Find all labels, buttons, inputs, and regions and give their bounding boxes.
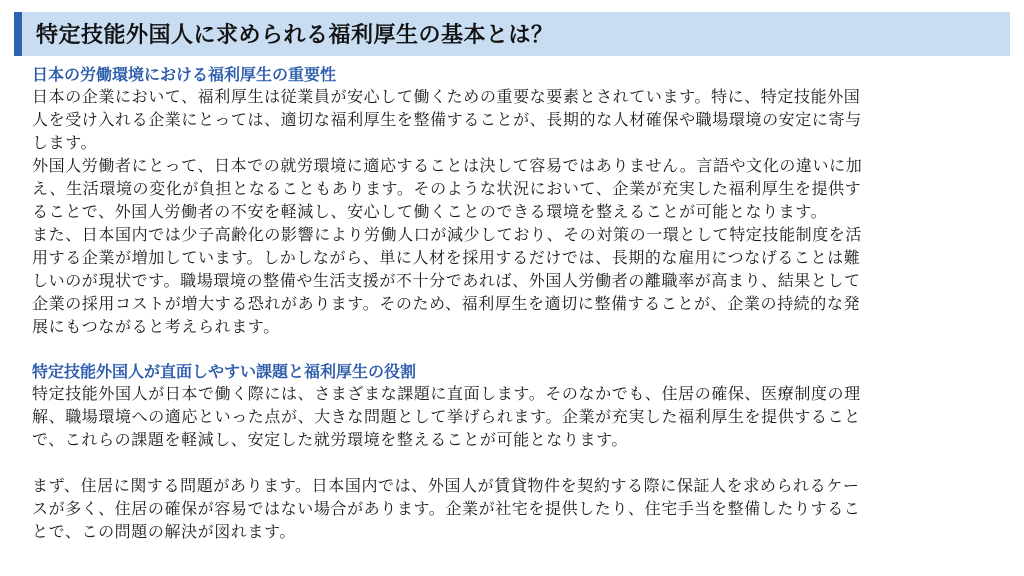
paragraph-line: 用する企業が増加しています。しかしながら、単に人材を採用するだけでは、長期的な雇用につなげることは難 — [32, 248, 861, 267]
paragraph-line: え、生活環境の変化が負担となることもあります。そのような状況において、企業が充実した福利厚生を提供す — [32, 179, 862, 198]
paragraph-line: まず、住居に関する問題があります。日本国内では、外国人が賃貸物件を契約する際に保証人を求められるケー — [32, 476, 860, 495]
paragraph-line: 展にもつながると考えられます。 — [32, 317, 280, 336]
paragraph-spacer — [32, 451, 997, 474]
document-body — [32, 64, 997, 543]
section-body-importance — [32, 85, 997, 338]
paragraph-line: で、これらの課題を軽減し、安定した就労環境を整えることが可能となります。 — [32, 430, 629, 449]
paragraph-line: 外国人労働者にとって、日本での就労環境に適応することは決して容易ではありません。言語や文化の違いに加 — [32, 156, 863, 175]
paragraph-line: 企業の採用コストが増大する恐れがあります。そのため、福利厚生を適切に整備することが、企業の持続的な発 — [32, 294, 861, 313]
paragraph-line: ることで、外国人労働者の不安を軽減し、安心して働くことのできる環境を整えることが可能となります。 — [32, 202, 828, 221]
section-heading-importance: 日本の労働環境における福利厚生の重要性 — [32, 65, 337, 84]
paragraph-line: また、日本国内では少子高齢化の影響により労働人口が減少しており、その対策の一環として特定技能制度を活 — [32, 225, 863, 244]
paragraph-line: 特定技能外国人が日本で働く際には、さまざまな課題に直面します。そのなかでも、住居の確保、医療制度の理 — [32, 384, 861, 403]
paragraph-line: しいのが現状です。職場環境の整備や生活支援が不十分であれば、外国人労働者の離職率が高まり、結果として — [32, 271, 861, 290]
page-title: 特定技能外国人に求められる福利厚生の基本とは？ — [36, 23, 554, 48]
section-body-challenges — [32, 382, 997, 451]
paragraph-line: スが多く、住居の確保が容易ではない場合があります。企業が社宅を提供したり、住宅手当を整備したりするこ — [32, 499, 861, 518]
paragraph-line: 日本の企業において、福利厚生は従業員が安心して働くための重要な要素とされています。特に、特定技能外国 — [32, 87, 861, 106]
section-spacer — [32, 338, 997, 361]
paragraph-line: します。 — [32, 133, 98, 152]
title-bar — [14, 12, 1010, 56]
paragraph-line: とで、この問題の解決が図れます。 — [32, 522, 297, 541]
paragraph-line: 人を受け入れる企業にとっては、適切な福利厚生を整備することが、長期的な人材確保や職場環境の安定に寄与 — [32, 110, 862, 129]
section-heading-challenges: 特定技能外国人が直面しやすい課題と福利厚生の役割 — [32, 362, 417, 381]
paragraph-line: 解、職場環境への適応といった点が、大きな問題として挙げられます。企業が充実した福利厚生を提供すること — [32, 407, 861, 426]
section-body-housing — [32, 474, 997, 543]
